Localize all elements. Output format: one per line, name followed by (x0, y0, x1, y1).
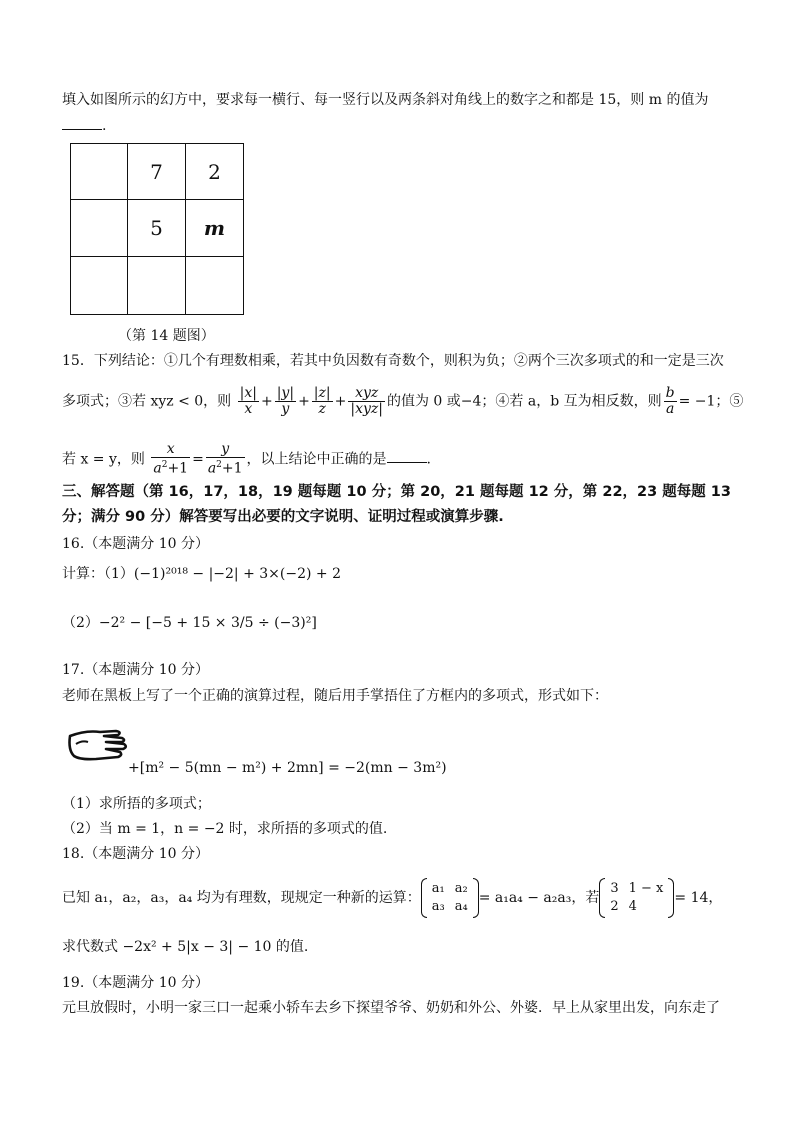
q17-equation: +[m² − 5(mn − m²) + 2mn] = −2(mn − 3m²) (128, 760, 447, 776)
cell-7 (128, 257, 185, 313)
q16-part2: （2）−2² − [−5 + 15 × 3/5 ÷ (−3)²] (62, 615, 317, 631)
cell-6 (71, 257, 128, 313)
q16-part1: 计算：（1）(−1)²⁰¹⁸ − |−2| + 3×(−2) + 2 (62, 566, 342, 582)
q17-header: 17.（本题满分 10 分） (62, 662, 209, 678)
q15-line1: 15．下列结论：①几个有理数相乘，若其中负因数有奇数个，则积为负；②两个三次多项式的和一定是三次 (62, 353, 724, 369)
section3-line2: 分；满分 90 分）解答要写出必要的文字说明、证明过程或演算步骤. (62, 509, 504, 525)
figure-caption: （第 14 题图） (118, 328, 215, 344)
q19-header: 19.（本题满分 10 分） (62, 975, 209, 991)
q15-line3: 若 x = y，则 $\frac{x}{a^2+1}$ = $\frac{y}{a^2+1}$ ，以上结论中正确的是 . (62, 441, 431, 477)
q15-line2: 多项式；③若 xyz < 0，则 $\frac{|x|}{x}$ + $\frac{|y|}{y}$ + $\frac{|z|}{z}$ + $\frac{\text{xyz}}{\text{|xyz|}}$ 的值为 0 或−4；④若 a，b 互为相反数，则 $\frac{b}{a}$ = −1；⑤ (62, 385, 744, 417)
q16-part2-expr: −2² − [−5 + 15 × 3/5 ÷ (−3)²] (98, 615, 317, 631)
matrix-a: a₁ a₂ a₃ a₄ (421, 880, 479, 916)
section3-line1: 三、解答题（第 16，17，18，19 题每题 10 分；第 20，21 题每题 12 分，第 22，23 题每题 13 (62, 484, 731, 500)
cell-0 (71, 144, 128, 200)
cell-5: m (203, 216, 226, 240)
q16-part1-expr: (−1)²⁰¹⁸ − |−2| + 3×(−2) + 2 (133, 566, 342, 582)
cell-4: 5 (150, 216, 163, 240)
q18-line2: 求代数式 −2x² + 5|x − 3| − 10 的值. (62, 939, 309, 955)
period: . (102, 118, 107, 134)
cell-1: 7 (150, 160, 163, 184)
answer-blank-15 (387, 450, 427, 463)
q17-text: 老师在黑板上写了一个正确的演算过程，随后用手掌捂住了方框内的多项式，形式如下： (62, 688, 608, 704)
q18-header: 18.（本题满分 10 分） (62, 846, 209, 862)
intro-line1: 填入如图所示的幻方中，要求每一横行、每一竖行以及两条斜对角线上的数字之和都是 15，则 m 的值为 (62, 92, 709, 108)
q16-header: 16.（本题满分 10 分） (62, 536, 209, 552)
q17-sub2: （2）当 m = 1，n = −2 时，求所捂的多项式的值. (62, 821, 388, 837)
q19-text: 元旦放假时，小明一家三口一起乘小轿车去乡下探望爷爷、奶奶和外公、外婆．早上从家里出发，向东走了 (62, 1000, 720, 1016)
q18-line1: 已知 a₁，a₂，a₃，a₄ 均为有理数，现规定一种新的运算： a₁ a₂ a₃ a₄ = a₁a₄ − a₂a₃，若 3 1 − x 2 4 = 14， (62, 878, 722, 918)
intro-line2 (62, 116, 106, 136)
answer-blank (62, 117, 102, 130)
matrix-x: 3 1 − x 2 4 (599, 880, 674, 916)
magic-square (70, 143, 244, 315)
q17-sub1: （1）求所捂的多项式； (62, 796, 211, 812)
cell-2: 2 (208, 160, 221, 184)
cell-3 (71, 200, 128, 256)
hand-icon (66, 722, 128, 768)
cell-8 (186, 257, 243, 313)
